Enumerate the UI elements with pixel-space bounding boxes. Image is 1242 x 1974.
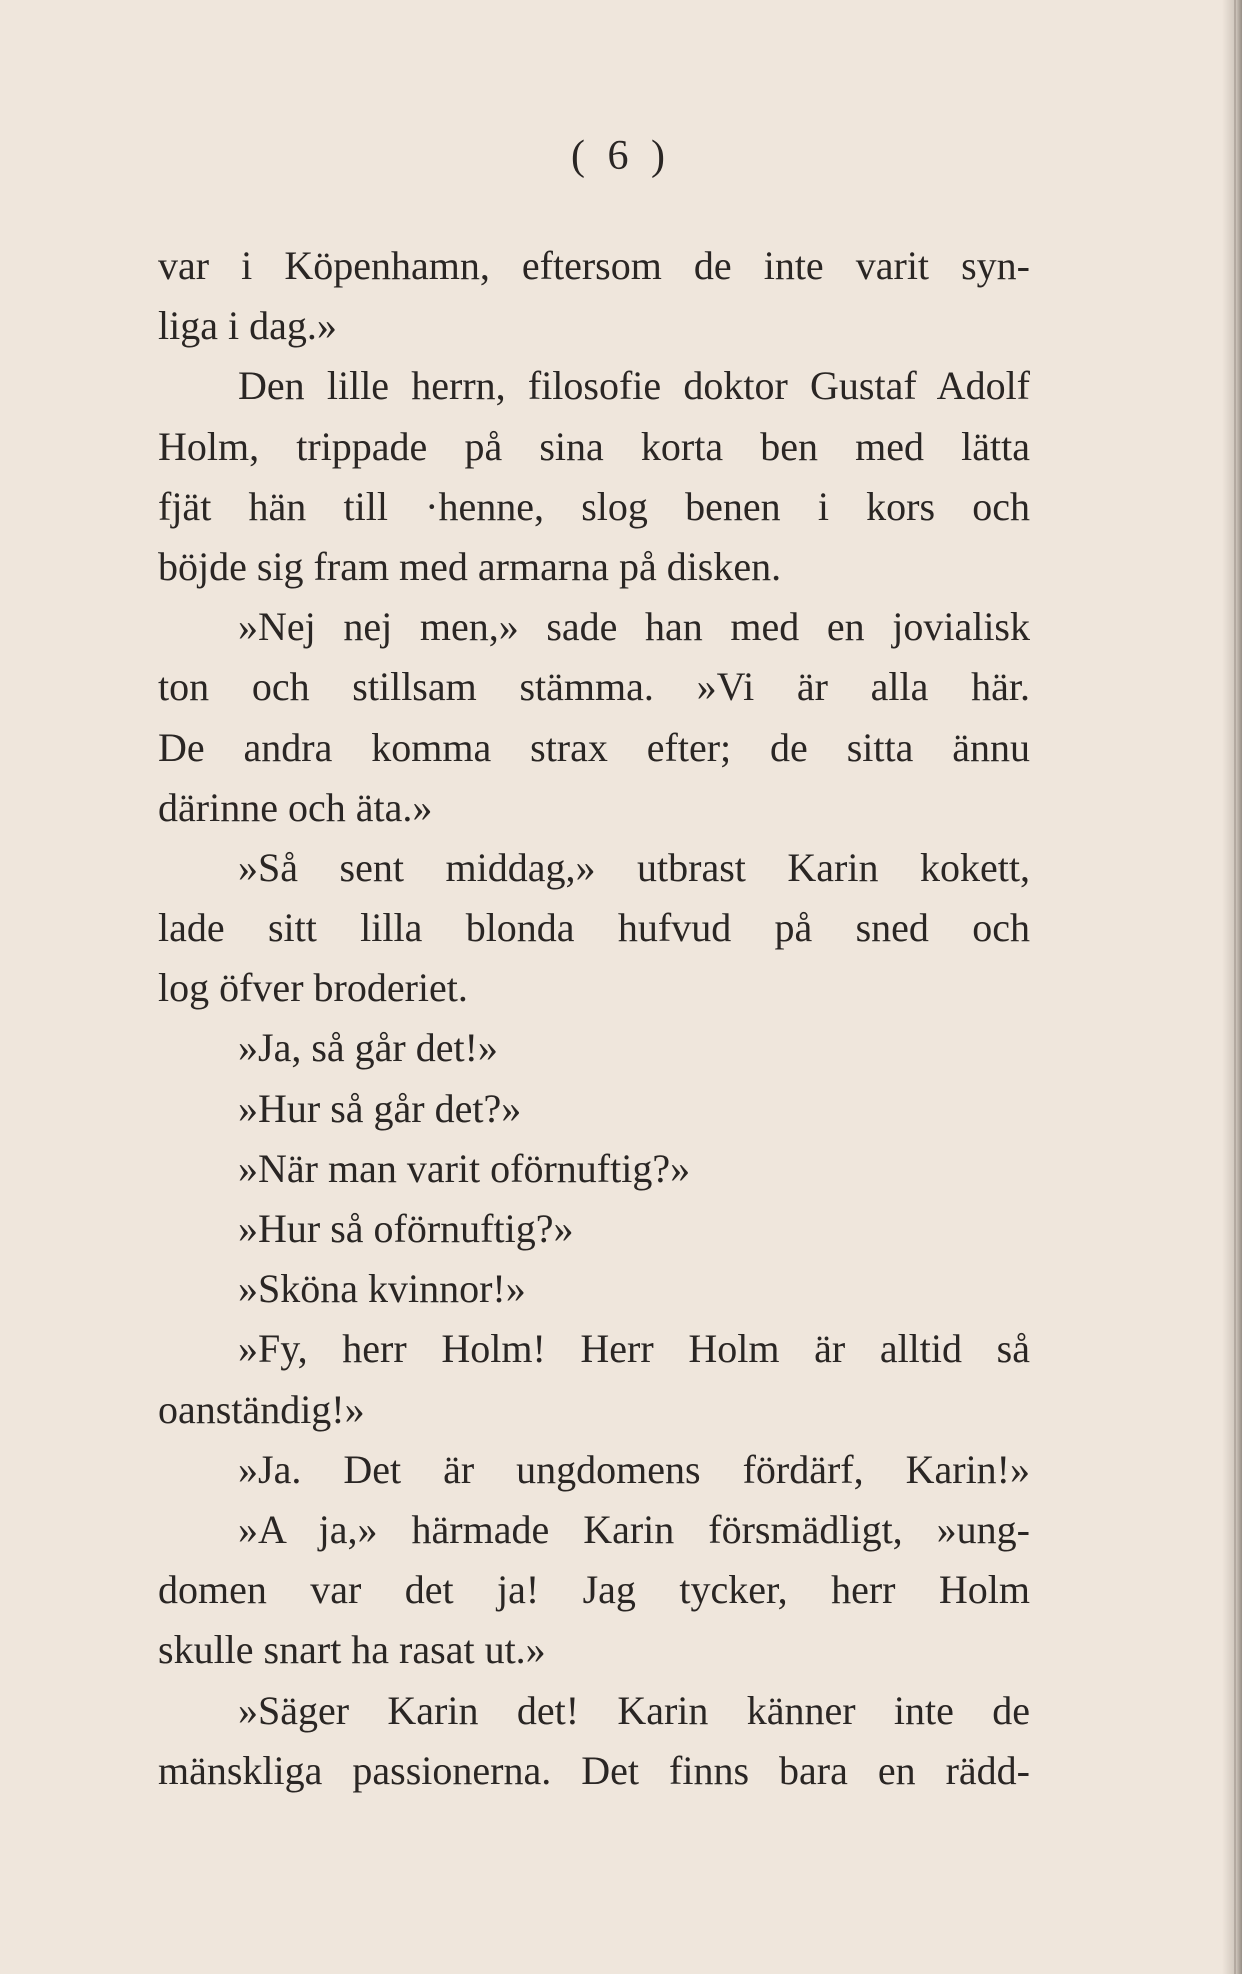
text-line: »Så sent middag,» utbrast Karin kokett, [238,844,1030,890]
text-line: »Säger Karin det! Karin känner inte de [238,1687,1030,1733]
text-line: »Hur så går det?» [238,1085,522,1131]
page-number: ( 6 ) [571,133,671,179]
text-line: Den lille herrn, filosofie doktor Gustaf Adolf [238,363,1030,409]
text-line: »Ja. Det är ungdomens fördärf, Karin!» [238,1446,1030,1492]
text-line: mänskliga passionerna. Det finns bara en rädd- [158,1747,1030,1793]
text-line: »Fy, herr Holm! Herr Holm är alltid så [238,1326,1030,1372]
text-line: liga i dag.» [158,303,337,349]
body-text [158,236,1030,1801]
text-line: »När man varit oförnuftig?» [238,1145,691,1191]
text-line: »Nej nej men,» sade han med en jovialisk [238,604,1030,650]
page-edge-line [1234,0,1236,1974]
text-line: »Hur så oförnuftig?» [238,1206,574,1251]
text-line: var i Köpenhamn, eftersom de inte varit syn- [158,243,1030,288]
text-line: domen var det ja! Jag tycker, herr Holm [158,1567,1030,1613]
text-line: skulle snart ha rasat ut.» [158,1627,546,1673]
text-line: ton och stillsam stämma. »Vi är alla här. [158,664,1030,710]
text-line: »Ja, så går det!» [238,1025,498,1071]
text-line: därinne och äta.» [158,784,433,830]
text-line: oanständig!» [158,1386,365,1432]
text-line: »A ja,» härmade Karin försmädligt, »ung- [238,1506,1030,1552]
text-line: Holm, trippade på sina korta ben med lätta [158,423,1030,469]
text-line: lade sitt lilla blonda hufvud på sned och [158,905,1030,951]
text-line: »Sköna kvinnor!» [238,1266,526,1312]
text-line: log öfver broderiet. [158,965,468,1011]
text-line: böjde sig fram med armarna på disken. [158,543,782,589]
text-line: fjät hän till ·henne, slog benen i kors och [158,483,1030,529]
page-edge-shadow [1222,0,1242,1974]
text-line: De andra komma strax efter; de sitta ännu [158,724,1030,770]
